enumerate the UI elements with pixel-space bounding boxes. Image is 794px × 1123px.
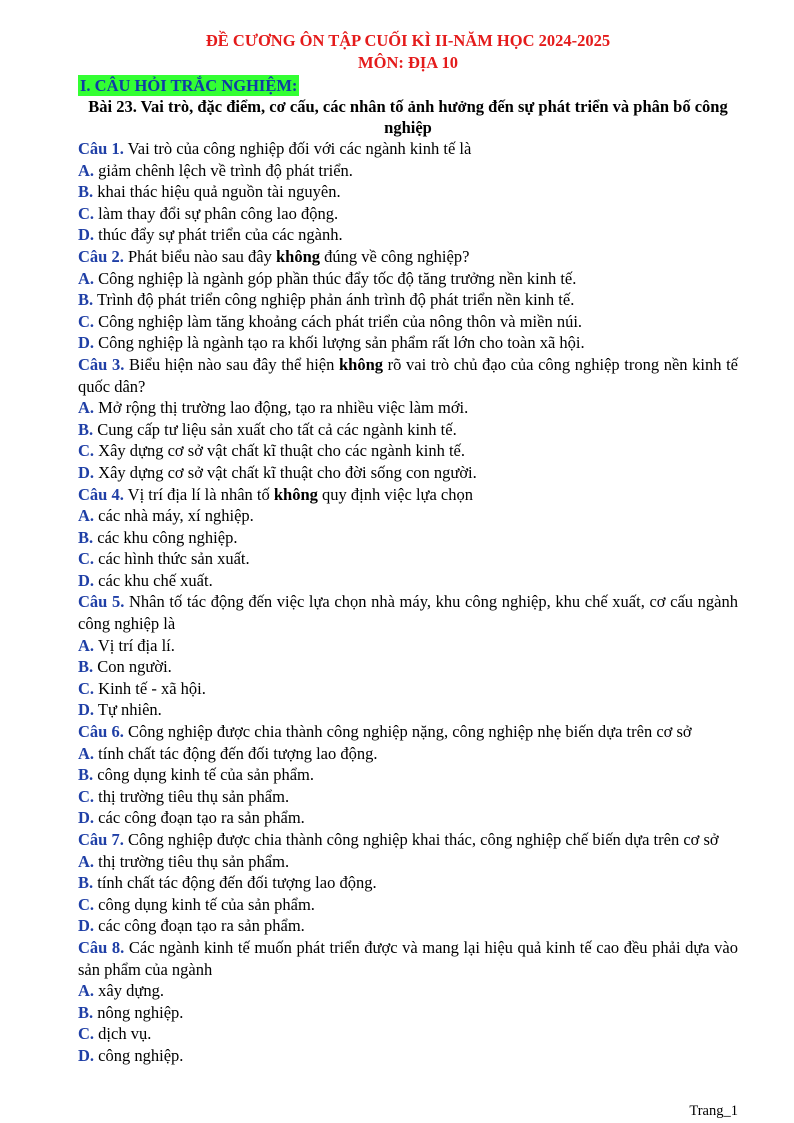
question-text: Công nghiệp được chia thành công nghiệp khai thác, công nghiệp chế biến dựa trên cơ sở [123,830,719,849]
answer-option [78,894,738,916]
option-label: D. [78,333,95,353]
option-text: công nghiệp. [94,1045,184,1065]
question-text-end: quy định việc lựa chọn [317,484,474,504]
option-label: B. [78,657,94,677]
option-label: B. [78,1002,94,1022]
option-label: D. [78,700,95,720]
option-label: D. [78,570,95,590]
option-label: A. [78,398,95,418]
question-label: Câu 3. [78,354,125,374]
answer-option [78,440,738,462]
option-text: khai thác hiệu quả nguồn tài nguyên. [93,182,341,202]
option-text: Con người. [93,657,172,677]
answer-option [78,678,738,700]
question-text-end: đúng về công nghiệp? [320,246,470,266]
answer-option [78,548,738,570]
option-text: Mở rộng thị trường lao động, tạo ra nhiều việc làm mới. [94,398,469,418]
question-emphasis: không [273,484,318,504]
option-text: các công đoạn tạo ra sản phẩm. [94,808,305,828]
option-label: B. [78,290,94,310]
answer-option [78,786,738,808]
answer-option [78,462,738,484]
answer-option [78,203,738,225]
question-label: Câu 6. [78,722,124,742]
question-text-end: rõ vai trò chủ đạo của công nghiệp trong nền kinh tế quốc dân? [78,354,739,396]
option-text: công dụng kinh tế của sản phẩm. [94,894,315,914]
answer-option [78,419,738,441]
answer-option [78,527,738,549]
option-text: tính chất tác động đến đối tượng lao động. [93,873,377,893]
question-list [78,138,738,1067]
option-label: D. [78,916,95,936]
option-label: A. [78,160,95,180]
option-label: C. [78,894,95,914]
section-heading: I. CÂU HỎI TRẮC NGHIỆM: [80,76,298,95]
question-1 [78,138,738,160]
option-text: thị trường tiêu thụ sản phẩm. [94,851,290,871]
option-label: C. [78,311,95,331]
option-label: D. [78,808,95,828]
answer-option [78,160,738,182]
option-text: Xây dựng cơ sở vật chất kĩ thuật cho đời sống con người. [94,462,477,482]
option-label: B. [78,419,94,439]
option-text: Vị trí địa lí. [94,635,175,655]
question-text: Vai trò của công nghiệp đối với các ngành kinh tế là [123,139,472,158]
option-label: B. [78,765,94,785]
document-content [78,30,738,1067]
option-text: các công đoạn tạo ra sản phẩm. [94,916,305,936]
answer-option [78,181,738,203]
question-8 [78,937,738,980]
option-label: C. [78,549,95,569]
answer-option [78,332,738,354]
option-label: A. [78,743,95,763]
option-text: Tự nhiên. [94,700,162,720]
answer-option [78,851,738,873]
option-label: A. [78,981,95,1001]
option-text: Xây dựng cơ sở vật chất kĩ thuật cho các ngành kinh tế. [94,441,465,461]
answer-option [78,268,738,290]
option-text: thúc đẩy sự phát triển của các ngành. [94,225,343,245]
question-text: Biểu hiện nào sau đây thể hiện [124,354,339,374]
question-6 [78,721,738,743]
answer-option [78,570,738,592]
option-label: C. [78,678,95,698]
lesson-heading: Bài 23. Vai trò, đặc điểm, cơ cấu, các nhân tố ảnh hưởng đến sự phát triển và phân bố công nghiệp [88,97,728,137]
question-5 [78,591,738,634]
option-text: Cung cấp tư liệu sản xuất cho tất cả các ngành kinh tế. [93,419,457,439]
option-label: C. [78,203,95,223]
question-3 [78,354,738,397]
question-label: Câu 4. [78,484,124,504]
answer-option [78,872,738,894]
answer-option [78,764,738,786]
question-4 [78,484,738,506]
option-text: các nhà máy, xí nghiệp. [94,506,254,526]
option-text: Công nghiệp là ngành tạo ra khối lượng sản phẩm rất lớn cho toàn xã hội. [94,333,585,353]
answer-option [78,915,738,937]
option-label: C. [78,786,95,806]
question-label: Câu 1. [78,139,124,158]
option-text: nông nghiệp. [93,1002,184,1022]
option-text: Công nghiệp là ngành góp phần thúc đẩy tốc độ tăng trưởng nền kinh tế. [94,268,577,288]
option-text: tính chất tác động đến đối tượng lao động. [94,743,378,763]
answer-option [78,635,738,657]
answer-option [78,311,738,333]
answer-option [78,1023,738,1045]
option-text: làm thay đổi sự phân công lao động. [94,203,339,223]
question-text: Các ngành kinh tế muốn phát triển được và mang lại hiệu quả kinh tế cao đều phải dựa vào sản phẩm của ngành [78,937,739,979]
option-label: A. [78,506,95,526]
option-text: các khu công nghiệp. [93,527,238,547]
option-label: B. [78,182,94,202]
question-label: Câu 5. [78,592,125,612]
answer-option [78,1045,738,1067]
subject-title: MÔN: ĐỊA 10 [358,53,458,72]
question-text: Nhân tố tác động đến việc lựa chọn nhà máy, khu công nghiệp, khu chế xuất, cơ cấu ngành công nghiệp là [78,592,739,634]
option-label: A. [78,268,95,288]
option-text: Kinh tế - xã hội. [94,678,206,698]
option-label: B. [78,873,94,893]
answer-option [78,397,738,419]
question-label: Câu 8. [78,937,125,957]
question-text: Phát biểu nào sau đây [123,246,276,266]
option-label: D. [78,1045,95,1065]
answer-option [78,1002,738,1024]
option-label: A. [78,635,95,655]
question-emphasis: không [339,354,384,374]
answer-option [78,224,738,246]
option-text: thị trường tiêu thụ sản phẩm. [94,786,290,806]
option-label: D. [78,225,95,245]
option-text: công dụng kinh tế của sản phẩm. [93,765,315,785]
question-2 [78,246,738,268]
option-text: Trình độ phát triển công nghiệp phản ánh trình độ phát triển nền kinh tế. [93,290,575,310]
option-text: các khu chế xuất. [94,570,213,590]
question-text: Công nghiệp được chia thành công nghiệp nặng, công nghiệp nhẹ biến dựa trên cơ sở [123,722,692,742]
option-label: D. [78,462,95,482]
page-number: Trang_1 [689,1103,738,1119]
question-emphasis: không [275,246,321,266]
question-text: Vị trí địa lí là nhân tố [123,484,274,504]
answer-option [78,289,738,311]
question-label: Câu 2. [78,246,124,266]
question-label: Câu 7. [78,830,124,849]
option-text: Công nghiệp làm tăng khoảng cách phát triển của nông thôn và miền núi. [94,311,583,331]
answer-option [78,699,738,721]
option-text: dịch vụ. [94,1024,152,1044]
option-label: A. [78,851,95,871]
option-text: các hình thức sản xuất. [94,549,250,569]
answer-option [78,743,738,765]
question-7 [78,829,738,851]
option-label: C. [78,441,95,461]
option-text: xây dựng. [94,981,164,1001]
option-text: giảm chênh lệch về trình độ phát triển. [94,160,353,180]
option-label: C. [78,1024,95,1044]
document-title: ĐỀ CƯƠNG ÔN TẬP CUỐI KÌ II-NĂM HỌC 2024-2025 [205,31,611,50]
answer-option [78,980,738,1002]
answer-option [78,807,738,829]
option-label: B. [78,527,94,547]
answer-option [78,505,738,527]
answer-option [78,656,738,678]
